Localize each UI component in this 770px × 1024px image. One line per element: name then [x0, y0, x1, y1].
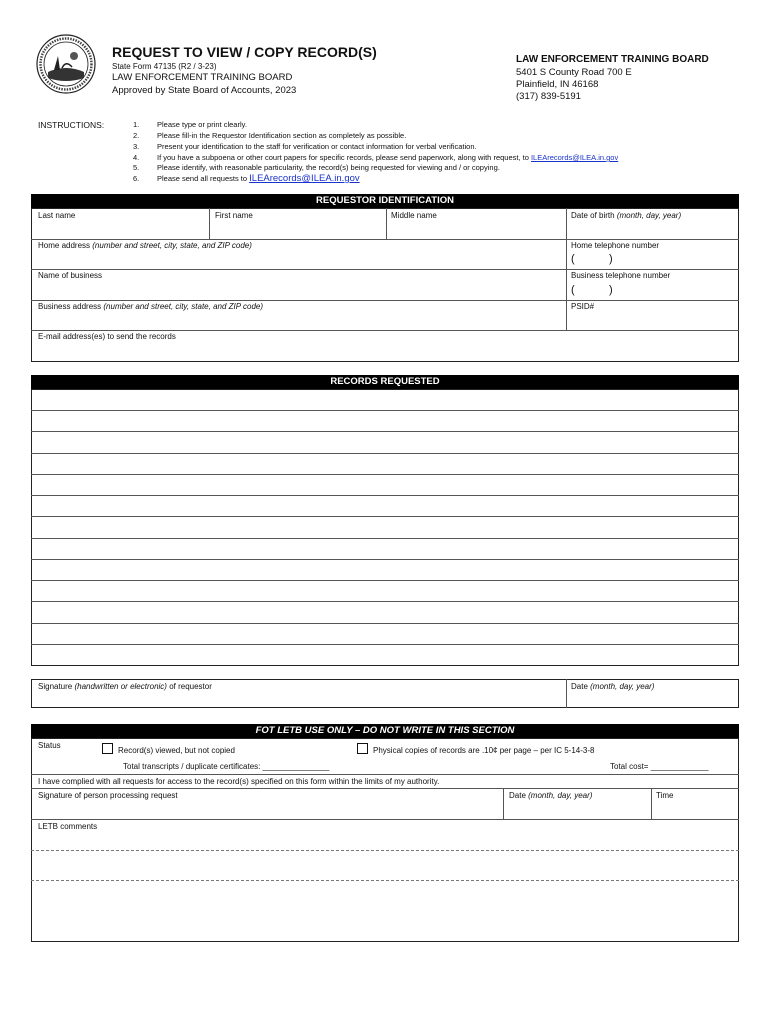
business-address-field[interactable]: Business address (number and street, city, state, and ZIP code) [38, 302, 264, 311]
requestor-section-heading: REQUESTOR IDENTIFICATION [31, 194, 739, 208]
email-link[interactable]: ILEArecords@ILEA.in.gov [530, 153, 619, 162]
email-link[interactable]: ILEArecords@ILEA.in.gov [249, 173, 360, 184]
instruction-item: 6. Please send all requests to ILEArecords@ILEA.in.gov [133, 173, 360, 184]
home-address-field[interactable]: Home address (number and street, city, state, and ZIP code) [38, 241, 252, 250]
email-field[interactable]: E-mail address(es) to send the records [38, 332, 176, 341]
instruction-item: 3. Present your identification to the staff for verification or contact information for verbal verification. [133, 142, 477, 151]
agency-phone: (317) 839-5191 [516, 91, 581, 102]
total-cost-field[interactable]: Total cost= _____________ [610, 762, 709, 771]
compliance-statement: I have complied with all requests for access to the record(s) specified on this form within the limits of my authority. [38, 777, 440, 786]
processor-signature-field[interactable]: Signature of person processing request [38, 791, 178, 800]
physical-copies-checkbox[interactable] [357, 743, 368, 754]
approval-note: Approved by State Board of Accounts, 2023 [112, 85, 297, 96]
dob-field[interactable]: Date of birth (month, day, year) [571, 211, 682, 220]
office-use-heading: FOT LETB USE ONLY – DO NOT WRITE IN THIS SECTION [31, 724, 739, 738]
processing-date-field[interactable]: Date (month, day, year) [509, 791, 593, 800]
home-phone-field[interactable]: Home telephone number [571, 241, 660, 250]
area-code-open: ( [571, 284, 575, 296]
viewed-not-copied-label: Record(s) viewed, but not copied [118, 746, 235, 755]
form-title: REQUEST TO VIEW / COPY RECORD(S) [112, 44, 377, 60]
board-name: LAW ENFORCEMENT TRAINING BOARD [112, 72, 293, 83]
instructions-label: INSTRUCTIONS: [38, 120, 105, 130]
first-name-field[interactable]: First name [215, 211, 253, 220]
status-label: Status [38, 741, 61, 750]
business-phone-field[interactable]: Business telephone number [571, 271, 671, 280]
last-name-field[interactable]: Last name [38, 211, 76, 220]
total-transcripts-field[interactable]: Total transcripts / duplicate certificates: _______________ [123, 762, 330, 771]
comment-line[interactable] [31, 850, 739, 851]
records-section-heading: RECORDS REQUESTED [31, 375, 739, 389]
instruction-item: 5. Please identify, with reasonable particularity, the record(s) being requested for viewing and / or copying. [133, 163, 500, 172]
requestor-date-field[interactable]: Date (month, day, year) [571, 682, 655, 691]
letb-comments-label: LETB comments [38, 822, 98, 831]
indiana-state-seal-icon [36, 34, 96, 94]
requestor-signature-field[interactable]: Signature (handwritten or electronic) of requestor [38, 682, 212, 691]
form-number: State Form 47135 (R2 / 3-23) [112, 62, 217, 71]
instruction-item: 4. If you have a subpoena or other court papers for specific records, please send paperwork, along with request, to ILEArecords@ILEA.in.gov [133, 153, 619, 162]
agency-address-line1: 5401 S County Road 700 E [516, 67, 632, 78]
comment-line[interactable] [31, 880, 739, 881]
instruction-item: 1. Please type or print clearly. [133, 120, 247, 129]
instruction-item: 2. Please fill-in the Requestor Identification section as completely as possible. [133, 131, 407, 140]
processing-time-field[interactable]: Time [656, 791, 674, 800]
area-code-close: ) [609, 253, 613, 265]
physical-copies-label: Physical copies of records are .10¢ per page – per IC 5-14-3-8 [373, 746, 595, 755]
business-name-field[interactable]: Name of business [38, 271, 103, 280]
area-code-close: ) [609, 284, 613, 296]
agency-name: LAW ENFORCEMENT TRAINING BOARD [516, 54, 709, 65]
viewed-not-copied-checkbox[interactable] [102, 743, 113, 754]
area-code-open: ( [571, 253, 575, 265]
psid-field[interactable]: PSID# [571, 302, 595, 311]
middle-name-field[interactable]: Middle name [391, 211, 437, 220]
agency-address-line2: Plainfield, IN 46168 [516, 79, 599, 90]
